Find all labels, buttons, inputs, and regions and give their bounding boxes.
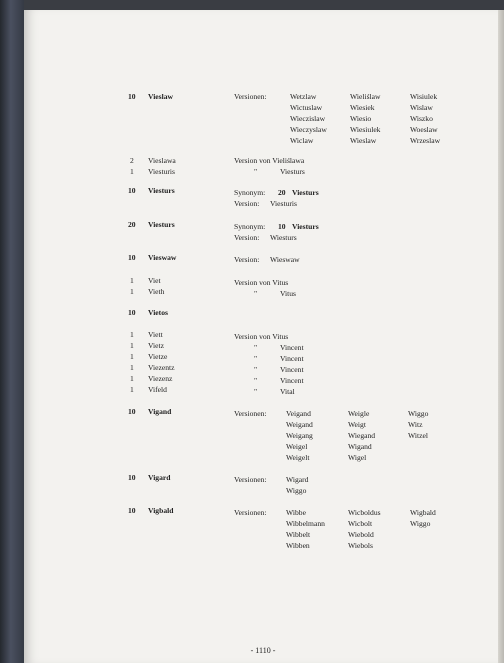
ditto-mark: " <box>254 376 258 385</box>
version-name: Vincent <box>280 343 304 352</box>
version-name: Wicboldus <box>348 508 381 517</box>
version-name: Wiegand <box>348 431 376 440</box>
version-name: Wiebold <box>348 530 374 539</box>
version-name: Wigand <box>348 442 372 451</box>
version-name: Wiesiulek <box>350 125 381 134</box>
version-name: Weigang <box>286 431 313 440</box>
entry-name: Vifeld <box>148 385 167 394</box>
version-name: Wiesturs <box>270 233 297 242</box>
synonym-name: Viesturs <box>292 188 319 197</box>
synonym-count: 10 <box>278 222 286 231</box>
entry-count: 10 <box>128 92 136 101</box>
version-name: Wiggo <box>286 486 307 495</box>
entry-count: 1 <box>130 363 134 372</box>
version-name: Wigard <box>286 475 309 484</box>
version-name: Wieliślaw <box>350 92 381 101</box>
entry-count: 1 <box>130 276 134 285</box>
version-name: Wetzlaw <box>290 92 317 101</box>
entry-name: Vietos <box>148 308 168 317</box>
synonym-label: Synonym: <box>234 188 266 197</box>
entry-name: Vieslawa <box>148 156 176 165</box>
entry-name: Vietze <box>148 352 168 361</box>
ditto-mark: " <box>254 354 258 363</box>
versions-label: Versionen: <box>234 409 267 418</box>
version-name: Wiszko <box>410 114 433 123</box>
version-label: Version: <box>234 199 260 208</box>
version-name: Wieswaw <box>270 255 300 264</box>
version-name: Wibbe <box>286 508 306 517</box>
version-name: Vincent <box>280 365 304 374</box>
version-name: Viesturs <box>280 167 305 176</box>
version-name: Weigelt <box>286 453 310 462</box>
entry-count: 1 <box>130 287 134 296</box>
page-edge <box>498 10 504 663</box>
entry-name: Viett <box>148 330 163 339</box>
entry-count: 1 <box>130 352 134 361</box>
versions-label: Versionen: <box>234 475 267 484</box>
versions-label: Versionen: <box>234 92 267 101</box>
version-name: Woeslaw <box>410 125 438 134</box>
version-name: Wieslaw <box>350 136 377 145</box>
version-label: Version: <box>234 233 260 242</box>
entry-name: Viezenz <box>148 374 173 383</box>
entry-count: 2 <box>130 156 134 165</box>
ditto-mark: " <box>254 365 258 374</box>
entry-name: Vigard <box>148 473 171 482</box>
entry-name: Viesturis <box>148 167 175 176</box>
book-page <box>24 10 502 663</box>
entry-count: 1 <box>130 385 134 394</box>
entry-name: Viesturs <box>148 220 175 229</box>
version-name: Vincent <box>280 376 304 385</box>
version-name: Weigel <box>286 442 308 451</box>
synonym-label: Synonym: <box>234 222 266 231</box>
version-name: Wicbolt <box>348 519 373 528</box>
synonym-count: 20 <box>278 188 286 197</box>
entry-count: 1 <box>130 330 134 339</box>
entry-count: 20 <box>128 220 136 229</box>
version-name: Wiesio <box>350 114 372 123</box>
entry-count: 10 <box>128 407 136 416</box>
entry-name: Vigand <box>148 407 172 416</box>
entry-count: 1 <box>130 341 134 350</box>
book-spine <box>0 0 24 663</box>
version-text: Version von Vitus <box>234 332 289 341</box>
version-text: Version von Vitus <box>234 278 289 287</box>
version-name: Weigt <box>348 420 366 429</box>
version-name: Wigbald <box>410 508 436 517</box>
version-name: Wisiulek <box>410 92 438 101</box>
versions-label: Versionen: <box>234 508 267 517</box>
entry-name: Vietz <box>148 341 164 350</box>
version-name: Vitus <box>280 289 296 298</box>
version-name: Wibbelt <box>286 530 311 539</box>
entry-count: 1 <box>130 167 134 176</box>
version-name: Vincent <box>280 354 304 363</box>
version-name: Witzel <box>408 431 428 440</box>
entry-name: Viet <box>148 276 161 285</box>
synonym-name: Viesturs <box>292 222 319 231</box>
version-name: Wrzeslaw <box>410 136 441 145</box>
version-name: Veigand <box>286 409 311 418</box>
version-name: Wiebols <box>348 541 374 550</box>
version-label: Version: <box>234 255 260 264</box>
entry-count: 10 <box>128 506 136 515</box>
entry-name: Vieswaw <box>148 253 177 262</box>
version-name: Wibben <box>286 541 310 550</box>
version-name: Wiesiek <box>350 103 375 112</box>
version-name: Wiggo <box>408 409 429 418</box>
entry-count: 1 <box>130 374 134 383</box>
ditto-mark: " <box>254 343 258 352</box>
entry-name: Viesturs <box>148 186 175 195</box>
version-name: Wigel <box>348 453 367 462</box>
version-name: Wislaw <box>410 103 433 112</box>
entry-name: Vigbald <box>148 506 174 515</box>
ditto-mark: " <box>254 167 258 176</box>
version-name: Weigand <box>286 420 313 429</box>
version-name: Wiclaw <box>290 136 314 145</box>
version-name: Wibbelmann <box>286 519 325 528</box>
version-name: Weigle <box>348 409 370 418</box>
version-name: Vital <box>280 387 295 396</box>
entry-name: Vieslaw <box>148 92 174 101</box>
entry-name: Viezentz <box>148 363 175 372</box>
page-number: - 1110 - <box>250 646 276 655</box>
entry-name: Vieth <box>148 287 165 296</box>
version-text: Version von Vieliślawa <box>234 156 305 165</box>
version-name: Wiggo <box>410 519 431 528</box>
entry-count: 10 <box>128 308 136 317</box>
version-name: Witz <box>408 420 423 429</box>
version-name: Wieczyslaw <box>290 125 327 134</box>
version-name: Wictuslaw <box>290 103 323 112</box>
entry-count: 10 <box>128 473 136 482</box>
version-name: Viesturis <box>270 199 297 208</box>
ditto-mark: " <box>254 289 258 298</box>
entry-count: 10 <box>128 253 136 262</box>
entry-count: 10 <box>128 186 136 195</box>
ditto-mark: " <box>254 387 258 396</box>
version-name: Wieczislaw <box>290 114 326 123</box>
